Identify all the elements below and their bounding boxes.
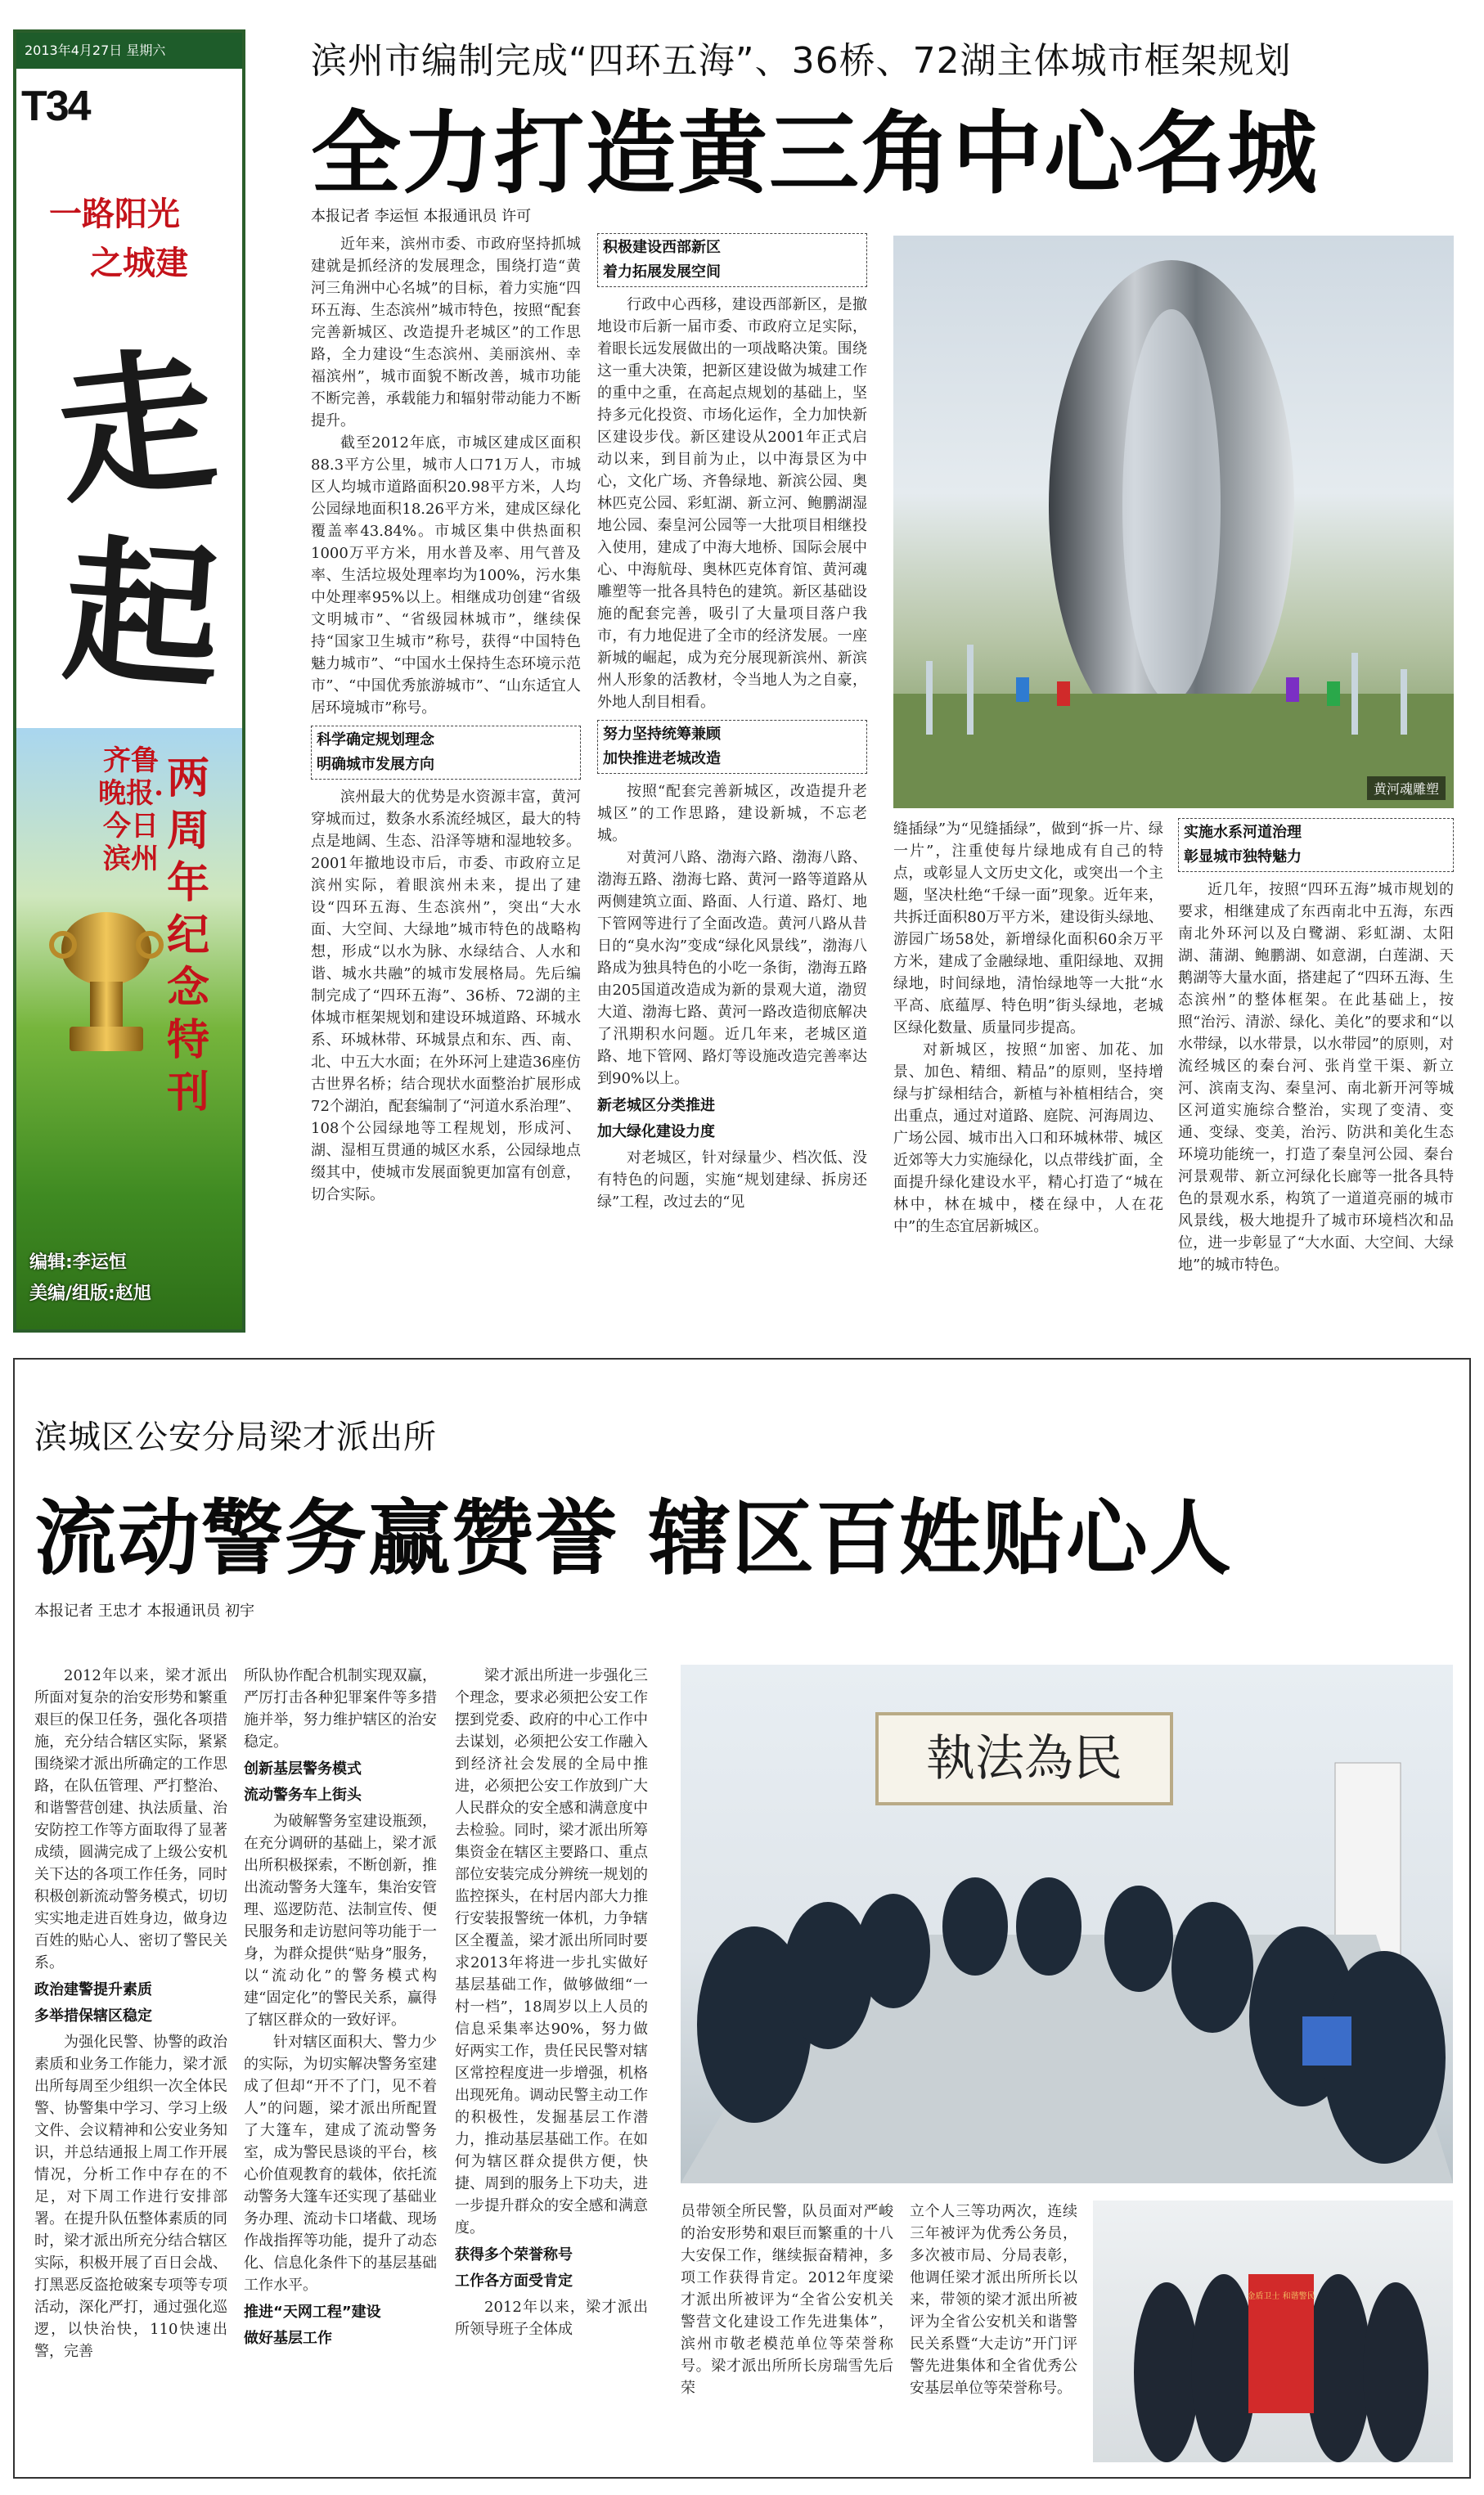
article2-column-5 xyxy=(910,2201,1077,2470)
subheading: 彰显城市独特魅力 xyxy=(1184,848,1302,865)
article1-column-2 xyxy=(597,233,867,1321)
issue-date: 2013年4月27日 星期六 xyxy=(16,33,242,69)
subheading: 获得多个荣誉称号 xyxy=(455,2246,573,2263)
subheading: 积极建设西部新区 xyxy=(603,239,721,256)
paragraph: 为强化民警、协警的政治素质和业务工作能力，梁才派出所每周至少组织一次全体民警、协警集中学习、学习上级文件、会议精神和公安业务知识，并总结通报上周工作开展情况，分析工作中存在的不足，对下周工作进行安排部署。在提升队伍整体素质的同时，梁才派出所充分结合辖区实际，积极开展了百日会战、打黑恶反盗抢破案专项等专项活动，深化严打，通过强化巡逻，以快治快，110快速出警，完善 xyxy=(34,2034,227,2360)
article1-byline: 本报记者 李运恒 本报通讯员 许可 xyxy=(311,208,532,225)
sculpture-illustration xyxy=(893,236,1454,808)
editor-credits xyxy=(29,1248,151,1310)
slogan-line-1: 一路阳光 xyxy=(49,195,180,233)
paragraph: 所队协作配合机制实现双赢，严厉打击各种犯罪案件等多措施并举，努力维护辖区的治安稳定。 xyxy=(244,1667,437,1751)
subheading-box xyxy=(1178,818,1454,872)
article1-column-4 xyxy=(1178,818,1454,1321)
subheading: 做好基层工作 xyxy=(244,2330,332,2347)
designer-line: 美编/组版:赵旭 xyxy=(29,1283,151,1304)
subheading: 科学确定规划理念 xyxy=(317,731,434,748)
paragraph: 滨州最大的优势是水资源丰富，黄河穿城而过，数条水系流经城区，最大的特点是地阔、生态、沿泽等塘和湿地较多。2001年撤地设市后，市委、市政府立足滨州实际，着眼滨州未来，提出了建设“四环五海、生态滨州”，突出“大水面、大空间、大绿地”城市特色的战略构想，形成“以水为脉、水绿结合、人水和谐、城水共融”的城市发展格局。先后编制完成了“四环五海”、36桥、72湖的主体城市框架规划和建设环城道路、环城水系、环城林带、环城景点和东、西、南、北、中五大水面；在外环河上建造36座仿古世界名桥；结合现状水面整治扩展形成72个湖泊，配套编制了“河道水系治理”、108个公园绿地等工程规划，形成河、湖、湿相互贯通的城区水系，公园绿地点缀其中，使城市发展面貌更加富有创意，切合实际。 xyxy=(311,789,581,1203)
article1-kicker: 滨州市编制完成“四环五海”、36桥、72湖主体城市框架规划 xyxy=(311,40,1292,82)
subheading: 明确城市发展方向 xyxy=(317,756,434,773)
calligraphy-char-1: 走 xyxy=(49,327,223,526)
article2-column-4 xyxy=(681,2201,893,2470)
article2-kicker: 滨城区公安分局梁才派出所 xyxy=(34,1418,437,1456)
paragraph: 对老城区，针对绿量少、档次低、没有特色的问题，实施“规划建绿、拆房还绿”工程，改过去的“见 xyxy=(597,1149,867,1211)
paragraph: 立个人三等功两次，连续三年被评为优秀公务员，多次被市局、分局表彰，他调任梁才派出所所长以来，带领的梁才派出所被评为全省公安机关和谐警民关系暨“大走访”开门评警先进集体和全省优秀公安基层单位等荣誉称号。 xyxy=(910,2203,1077,2397)
subheading: 工作各方面受肯定 xyxy=(455,2272,573,2290)
meeting-illustration xyxy=(681,1665,1453,2183)
subheading: 努力坚持统筹兼顾 xyxy=(603,726,721,743)
award-illustration xyxy=(1093,2201,1453,2462)
paragraph: 对黄河八路、渤海六路、渤海八路、渤海五路、渤海七路、黄河一路等道路从两侧建筑立面、路面、人行道、路灯、地下管网等进行了全面改造。黄河八路从昔日的“臭水沟”变成“绿化风景线”，渤海八路成为独具特色的小吃一条街，渤海五路由205国道改造成为新的景观大道，渤贸大道、渤海七路、黄河一路改造彻底解决了汛期积水问题。近几年来，老城区道路、地下管网、路灯等设施改造完善率达到90%以上。 xyxy=(597,849,867,1087)
paragraph: 近几年，按照“四环五海”城市规划的要求，相继建成了东西南北中五海，东西南北外环河以及白鹭湖、彩虹湖、太阳湖、蒲湖、鲍鹏湖、如意湖，白莲湖、天鹅湖等大量水面，搭建起了“四环五海、生态滨州”的整体框架。在此基础上，按照“治污、清淤、绿化、美化”的要求和“以水带绿，以水带景，以水带园”的原则，对流经城区的秦台河、张肖堂干渠、新立河、滨南支沟、秦皇河、南北新开河等城区河道实施综合整治，实现了变清、变通、变绿、变美，治污、防洪和美化生态环境功能统一，打造了秦皇河公园、秦台河景观带、新立河绿化长廊等一批各具特色的景观水系，构筑了一道道亮丽的城市风景线，极大地提升了城市环境档次和品位，进一步彰显了“大水面、大空间、大绿地”的城市特色。 xyxy=(1178,881,1454,1274)
subheading: 新老城区分类推进 xyxy=(597,1097,715,1114)
article1-column-3 xyxy=(893,818,1163,1321)
subheading: 创新基层警务模式 xyxy=(244,1760,362,1778)
paragraph: 2012年以来，梁才派出所面对复杂的治安形势和繁重艰巨的保卫任务，强化各项措施，充分结合辖区实际，紧紧围绕梁才派出所确定的工作思路，在队伍管理、严打整治、和谐警营创建、执法质量、治安防控工作等方面取得了显著成绩，圆满完成了上级公安机关下达的各项工作任务，同时积极创新流动警务模式，切切实实地走进百姓身边，做身边百姓的贴心人、密切了警民关系。 xyxy=(34,1667,227,1971)
subheading: 流动警务车上街头 xyxy=(244,1787,362,1804)
award-banner-text: 金盾卫士 和谐警民 xyxy=(1247,2292,1315,2301)
article2-headline: 流动警务赢赞誉 辖区百姓贴心人 xyxy=(34,1490,1233,1586)
sculpture-photo xyxy=(893,236,1454,808)
subheading-box xyxy=(597,720,867,774)
subheading: 推进“天网工程”建设 xyxy=(244,2304,381,2321)
award-photo xyxy=(1093,2201,1453,2462)
meeting-photo xyxy=(681,1665,1453,2183)
subheading: 实施水系河道治理 xyxy=(1184,824,1302,841)
photo-caption: 黄河魂雕塑 xyxy=(1367,776,1446,800)
calligraphy-char-2: 起 xyxy=(58,518,227,712)
newspaper-name: 齐鲁晚报·今日滨州 xyxy=(98,744,164,875)
article1-column-1 xyxy=(311,233,581,1321)
article1-headline: 全力打造黄三角中心名城 xyxy=(311,101,1319,206)
special-issue-banner xyxy=(13,29,245,1333)
wall-calligraphy: 執法為民 xyxy=(926,1730,1122,1787)
subheading-box xyxy=(311,726,581,780)
paragraph: 缝插绿”为“见缝插绿”，做到“拆一片、绿一片”，注重使每片绿地成有自己的特点，或彰显人文历史文化，或突出一个主题，坚决杜绝“千绿一面”现象。近年来，共拆迁面积80万平方米，建设街头绿地、游园广场58处，新增绿化面积60余万平方米，建成了金融绿地、重阳绿地、双拥绿地，时间绿地，清怡绿地等一大批“水平高、底蕴厚、特色明”街头绿地，老城区绿化数量、质量同步提高。 xyxy=(893,820,1163,1036)
paragraph: 对新城区，按照“加密、加花、加景、加色、精细、精品”的原则，坚持增绿与扩绿相结合，新植与补植相结合，突出重点，通过对道路、庭院、河海周边、广场公园、城市出入口和环城林带、城区近郊等大力实施绿化，以点带线扩面，全面提升绿化建设水平，精心打造了“城在林中，林在城中，楼在绿中，人在花中”的生态宜居新城区。 xyxy=(893,1041,1163,1235)
subheading: 加大绿化建设力度 xyxy=(597,1123,715,1140)
subheading-box xyxy=(597,233,867,287)
paragraph: 为破解警务室建设瓶颈，在充分调研的基础上，梁才派出所积极探索，不断创新，推出流动警务大篷车，集治安管理、巡逻防范、法制宣传、便民服务和走访慰问等功能于一身，为群众提供“贴身”服务，以“流动化”的警务模式构建“固定化”的警民关系，赢得了辖区群众的一致好评。 xyxy=(244,1813,437,2029)
subheading: 政治建警提升素质 xyxy=(34,1981,152,1998)
article2-byline: 本报记者 王忠才 本报通讯员 初宇 xyxy=(34,1603,255,1620)
paragraph: 行政中心西移，建设西部新区，是撤地设市后新一届市委、市政府立足实际，着眼长远发展做出的一项战略决策。围绕这一重大决策，把新区建设做为城建工作的重中之重，在高起点规划的基础上，坚持多元化投资、市场化运作，全力加快新区建设步伐。新区建设从2001年正式启动以来，到目前为止，以中海景区为中心，文化广场、齐鲁绿地、新滨公园、奥林匹克公园、彩虹湖、新立河、鲍鹏湖湿地公园、秦皇河公园等一大批项目相继投入使用，建成了中海大地桥、国际会展中心、中海航母、奥林匹克体育馆、黄河魂雕塑等一批各具特色的建筑。新区基础设施的配套完善，吸引了大量项目落户我市，有力地促进了全市的经济发展。一座新城的崛起，成为充分展现新滨州、新滨州人形象的活教材，令当地人为之自豪，外地人刮目相看。 xyxy=(597,296,867,711)
trophy-illustration xyxy=(45,900,168,1063)
paragraph: 员带领全所民警，队员面对严峻的治安形势和艰巨而繁重的十八大安保工作，继续振奋精神，多项工作获得肯定。2012年度梁才派出所被评为“全省公安机关警营文化建设工作先进集体”，滨州市敬老模范单位等荣誉称号。梁才派出所所长房瑞雪先后荣 xyxy=(681,2203,893,2397)
subheading: 多举措保辖区稳定 xyxy=(34,2007,152,2025)
paragraph: 针对辖区面积大、警力少的实际，为切实解决警务室建成了但却“开不了门，见不着人”的问题，梁才派出所配置了大篷车，建成了流动警务室，成为警民恳谈的平台，核心价值观教育的载体，依托流动警务大篷车还实现了基础业务办理、流动卡口堵截、现场作战指挥等功能，提升了动态化、信息化条件下的基层基础工作水平。 xyxy=(244,2034,437,2294)
paragraph: 近年来，滨州市委、市政府坚持抓城建就是抓经济的发展理念，围绕打造“黄河三角洲中心名城”的目标，着力实施“四环五海、生态滨州”城市特色，按照“配套完善新城区、改造提升老城区”的工作思路，全力建设“生态滨州、美丽滨州、幸福滨州”，城市面貌不断改善，城市功能不断完善，承载能力和辐射带动能力不断提升。 xyxy=(311,236,581,429)
anniversary-title: 两周年纪念特刊 xyxy=(166,753,209,1117)
slogan-line-2: 之城建 xyxy=(90,244,188,282)
article2-column-1 xyxy=(34,1665,227,2466)
paragraph: 梁才派出所进一步强化三个理念，要求必须把公安工作摆到党委、政府的中心工作中去谋划，必须把公安工作融入到经济社会发展的全局中推进，必须把公安工作放到广大人民群众的安全感和满意度中去检验。同时，梁才派出所筹集资金在辖区主要路口、重点部位安装完成分辨统一规划的监控探头，在村居内部大力推行安装报警统一体机，力争辖区全覆盖，梁才派出所同时要求2013年将进一步扎实做好基层基础工作，做够做细“一村一档”，18周岁以上人员的信息采集率达90%，努力做好两实工作，贵任民民警对辖区常控程度进一步增强，机格出现死角。调动民警主动工作的积极性，发掘基层工作潜力，推动基层基础工作。在如何为辖区群众提供方便，快捷、周到的服务上下功夫，进一步提升群众的安全感和满意度。 xyxy=(455,1667,648,2237)
subheading: 着力拓展发展空间 xyxy=(603,263,721,281)
paragraph: 2012年以来，梁才派出所领导班子全体成 xyxy=(455,2299,648,2338)
page-number: T34 xyxy=(21,83,90,130)
article2-column-2 xyxy=(244,1665,437,2466)
editor-line: 编辑:李运恒 xyxy=(29,1252,127,1273)
subheading: 加快推进老城改造 xyxy=(603,750,721,767)
article2-column-3 xyxy=(455,1665,648,2466)
paragraph: 截至2012年底，市城区建成区面积88.3平方公里，城市人口71万人，市城区人均城市道路面积20.98平方米，人均公园绿地面积18.26平方米，建成区绿化覆盖率43.84%。市城区集中供热面积1000万平方米，用水普及率、用气普及率、生活垃圾处理率均为100%，污水集中处理率95%以上。相继成功创建“省级文明城市”、“省级园林城市”，继续保持“国家卫生城市”称号，获得“中国特色魅力城市”、“中国水土保持生态环境示范市”、“中国优秀旅游城市”、“山东适宜人居环境城市”称号。 xyxy=(311,434,581,717)
paragraph: 按照“配套完善新城区，改造提升老城区”的工作思路，建设新城，不忘老城。 xyxy=(597,783,867,844)
